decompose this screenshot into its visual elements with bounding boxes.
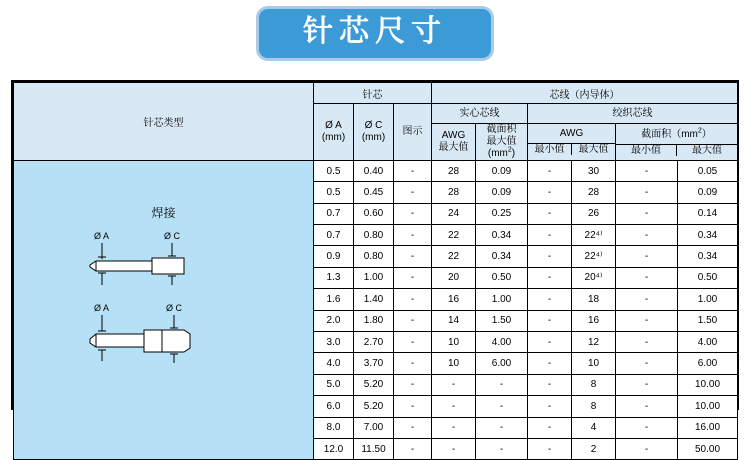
table-row bbox=[14, 160, 738, 181]
cell-stranded-area-min: - bbox=[616, 310, 678, 331]
header-core-wire: 芯线（内导体） bbox=[432, 83, 738, 104]
cell-dia-c: 5.20 bbox=[354, 374, 394, 395]
cell-solid-area: 0.34 bbox=[476, 246, 528, 267]
cell-stranded-area-max: 0.34 bbox=[678, 225, 738, 246]
cell-stranded-awg-min: - bbox=[528, 289, 572, 310]
cell-solid-area: 1.50 bbox=[476, 310, 528, 331]
cell-solid-awg: 10 bbox=[432, 331, 476, 352]
cell-stranded-awg-max: 12 bbox=[572, 331, 616, 352]
cell-dia-a: 5.0 bbox=[314, 374, 354, 395]
cell-stranded-area-max: 6.00 bbox=[678, 353, 738, 374]
cell-stranded-awg-min: - bbox=[528, 160, 572, 181]
cell-solid-awg: - bbox=[432, 417, 476, 438]
cell-stranded-area-min: - bbox=[616, 353, 678, 374]
cell-stranded-awg-max: 4 bbox=[572, 417, 616, 438]
label-dia-c-bottom: Ø C bbox=[165, 302, 182, 313]
cell-stranded-area-max: 50.00 bbox=[678, 438, 738, 459]
cell-solid-area: 0.09 bbox=[476, 182, 528, 203]
cell-solid-awg: 28 bbox=[432, 160, 476, 181]
cell-stranded-awg-max: 18 bbox=[572, 289, 616, 310]
cell-stranded-area-min: - bbox=[616, 374, 678, 395]
label-dia-a-bottom: Ø A bbox=[93, 302, 109, 313]
header-pin-core: 针芯 bbox=[314, 83, 432, 104]
header-awg-stranded-max: 最大值 bbox=[578, 143, 609, 155]
header-dia-c bbox=[354, 104, 394, 161]
header-awg-stranded-min: 最小值 bbox=[528, 144, 572, 156]
spec-table-frame bbox=[11, 80, 739, 455]
pin-diagram-svg bbox=[34, 227, 294, 407]
cell-dia-c: 0.80 bbox=[354, 246, 394, 267]
cell-solid-area: 0.50 bbox=[476, 267, 528, 288]
cell-stranded-area-min: - bbox=[616, 246, 678, 267]
cell-diagram: - bbox=[394, 353, 432, 374]
pin-type-panel bbox=[14, 160, 314, 459]
page-title: 针芯尺寸 bbox=[256, 6, 494, 61]
header-area-stranded bbox=[616, 124, 738, 161]
header-solid-core: 实心芯线 bbox=[432, 104, 528, 124]
cell-diagram: - bbox=[394, 417, 432, 438]
label-dia-c-top: Ø C bbox=[163, 230, 180, 241]
header-dia-a-unit: (mm) bbox=[321, 131, 346, 143]
cell-solid-awg: 22 bbox=[432, 225, 476, 246]
cell-stranded-area-min: - bbox=[616, 160, 678, 181]
cell-stranded-area-max: 4.00 bbox=[678, 331, 738, 352]
pin-diagram bbox=[14, 227, 313, 427]
cell-diagram: - bbox=[394, 289, 432, 310]
cell-dia-c: 0.80 bbox=[354, 225, 394, 246]
cell-solid-awg: 24 bbox=[432, 203, 476, 224]
cell-dia-a: 0.7 bbox=[314, 225, 354, 246]
cell-stranded-area-max: 1.50 bbox=[678, 310, 738, 331]
cell-dia-a: 2.0 bbox=[314, 310, 354, 331]
cell-stranded-area-max: 16.00 bbox=[678, 417, 738, 438]
header-pin-type: 针芯类型 bbox=[14, 83, 314, 161]
cell-dia-a: 0.5 bbox=[314, 182, 354, 203]
cell-solid-awg: 16 bbox=[432, 289, 476, 310]
cell-stranded-awg-min: - bbox=[528, 417, 572, 438]
cell-dia-c: 3.70 bbox=[354, 353, 394, 374]
header-dia-a bbox=[314, 104, 354, 161]
cell-solid-area: 1.00 bbox=[476, 289, 528, 310]
header-dia-a-text: Ø A bbox=[325, 120, 342, 132]
header-awg-solid-sub: 最大值 bbox=[438, 141, 469, 153]
header-area-solid-sub1: 最大值 bbox=[486, 135, 517, 147]
header-area-solid-text: 截面积 bbox=[486, 124, 517, 135]
header-awg-solid bbox=[432, 124, 476, 161]
cell-solid-awg: 28 bbox=[432, 182, 476, 203]
cell-stranded-awg-min: - bbox=[528, 182, 572, 203]
cell-solid-awg: 14 bbox=[432, 310, 476, 331]
cell-solid-awg: 20 bbox=[432, 267, 476, 288]
cell-stranded-area-min: - bbox=[616, 225, 678, 246]
pin-type-label: 焊接 bbox=[151, 205, 176, 220]
cell-stranded-awg-max: 22⁴⁾ bbox=[572, 225, 616, 246]
cell-stranded-area-max: 0.05 bbox=[678, 160, 738, 181]
cell-stranded-awg-max: 8 bbox=[572, 374, 616, 395]
cell-diagram: - bbox=[394, 310, 432, 331]
cell-stranded-awg-min: - bbox=[528, 310, 572, 331]
header-area-stranded-max: 最大值 bbox=[692, 144, 723, 156]
cell-stranded-awg-min: - bbox=[528, 331, 572, 352]
cell-dia-c: 0.45 bbox=[354, 182, 394, 203]
cell-dia-a: 6.0 bbox=[314, 396, 354, 417]
cell-diagram: - bbox=[394, 225, 432, 246]
header-awg-stranded bbox=[528, 124, 616, 161]
cell-dia-c: 1.40 bbox=[354, 289, 394, 310]
header-stranded-core: 绞织芯线 bbox=[528, 104, 738, 124]
cell-stranded-awg-min: - bbox=[528, 267, 572, 288]
cell-dia-a: 3.0 bbox=[314, 331, 354, 352]
cell-stranded-area-min: - bbox=[616, 182, 678, 203]
cell-dia-c: 0.40 bbox=[354, 160, 394, 181]
cell-solid-area: - bbox=[476, 417, 528, 438]
cell-dia-a: 4.0 bbox=[314, 353, 354, 374]
header-area-solid-sub2: $(mm^2)$ bbox=[487, 147, 516, 160]
cell-diagram: - bbox=[394, 438, 432, 459]
cell-stranded-awg-min: - bbox=[528, 374, 572, 395]
cell-solid-area: 0.09 bbox=[476, 160, 528, 181]
cell-dia-c: 7.00 bbox=[354, 417, 394, 438]
header-dia-c-text: Ø C bbox=[364, 120, 383, 132]
cell-stranded-area-max: 0.14 bbox=[678, 203, 738, 224]
cell-solid-awg: - bbox=[432, 438, 476, 459]
header-awg-solid-text: AWG bbox=[441, 130, 466, 142]
cell-solid-area: 4.00 bbox=[476, 331, 528, 352]
cell-stranded-area-min: - bbox=[616, 438, 678, 459]
header-awg-stranded-text: AWG bbox=[559, 128, 584, 140]
cell-stranded-awg-max: 30 bbox=[572, 160, 616, 181]
cell-diagram: - bbox=[394, 246, 432, 267]
cell-stranded-area-max: 0.34 bbox=[678, 246, 738, 267]
cell-stranded-area-min: - bbox=[616, 331, 678, 352]
cell-solid-area: - bbox=[476, 396, 528, 417]
cell-solid-awg: - bbox=[432, 396, 476, 417]
cell-solid-area: - bbox=[476, 438, 528, 459]
cell-stranded-area-min: - bbox=[616, 417, 678, 438]
cell-diagram: - bbox=[394, 203, 432, 224]
header-area-solid bbox=[476, 124, 528, 161]
header-diagram: 图示 bbox=[394, 104, 432, 161]
spec-table bbox=[13, 82, 738, 460]
cell-dia-a: 1.6 bbox=[314, 289, 354, 310]
cell-stranded-awg-max: 8 bbox=[572, 396, 616, 417]
cell-stranded-area-min: - bbox=[616, 203, 678, 224]
cell-diagram: - bbox=[394, 396, 432, 417]
cell-dia-c: 11.50 bbox=[354, 438, 394, 459]
cell-dia-a: 1.3 bbox=[314, 267, 354, 288]
cell-stranded-awg-max: 22⁴⁾ bbox=[572, 246, 616, 267]
cell-dia-a: 12.0 bbox=[314, 438, 354, 459]
cell-stranded-awg-min: - bbox=[528, 438, 572, 459]
cell-diagram: - bbox=[394, 331, 432, 352]
label-dia-a-top: Ø A bbox=[93, 230, 109, 241]
cell-stranded-awg-min: - bbox=[528, 353, 572, 374]
cell-solid-area: 0.34 bbox=[476, 225, 528, 246]
cell-diagram: - bbox=[394, 160, 432, 181]
cell-solid-area: - bbox=[476, 374, 528, 395]
cell-solid-awg: - bbox=[432, 374, 476, 395]
cell-stranded-awg-max: 28 bbox=[572, 182, 616, 203]
cell-solid-awg: 10 bbox=[432, 353, 476, 374]
cell-diagram: - bbox=[394, 182, 432, 203]
cell-stranded-awg-max: 26 bbox=[572, 203, 616, 224]
cell-stranded-awg-min: - bbox=[528, 246, 572, 267]
cell-stranded-awg-max: 16 bbox=[572, 310, 616, 331]
cell-dia-c: 5.20 bbox=[354, 396, 394, 417]
cell-stranded-awg-max: 20⁴⁾ bbox=[572, 267, 616, 288]
cell-dia-a: 8.0 bbox=[314, 417, 354, 438]
cell-stranded-area-min: - bbox=[616, 396, 678, 417]
header-area-stranded-min: 最小值 bbox=[616, 145, 677, 157]
cell-stranded-area-max: 10.00 bbox=[678, 374, 738, 395]
title-banner bbox=[0, 6, 750, 61]
header-dia-c-unit: (mm) bbox=[361, 131, 386, 143]
cell-dia-a: 0.5 bbox=[314, 160, 354, 181]
cell-stranded-area-max: 10.00 bbox=[678, 396, 738, 417]
cell-stranded-area-max: 0.50 bbox=[678, 267, 738, 288]
cell-diagram: - bbox=[394, 374, 432, 395]
cell-dia-c: 0.60 bbox=[354, 203, 394, 224]
cell-diagram: - bbox=[394, 267, 432, 288]
cell-stranded-awg-min: - bbox=[528, 225, 572, 246]
cell-dia-c: 1.80 bbox=[354, 310, 394, 331]
cell-stranded-awg-min: - bbox=[528, 203, 572, 224]
cell-solid-area: 0.25 bbox=[476, 203, 528, 224]
cell-dia-a: 0.7 bbox=[314, 203, 354, 224]
cell-dia-a: 0.9 bbox=[314, 246, 354, 267]
cell-stranded-area-max: 0.09 bbox=[678, 182, 738, 203]
cell-stranded-area-min: - bbox=[616, 289, 678, 310]
header-row-1 bbox=[14, 83, 738, 104]
cell-stranded-awg-max: 2 bbox=[572, 438, 616, 459]
cell-dia-c: 1.00 bbox=[354, 267, 394, 288]
cell-solid-awg: 22 bbox=[432, 246, 476, 267]
cell-stranded-area-min: - bbox=[616, 267, 678, 288]
header-area-stranded-text: 截面积$(mm^2)$ bbox=[641, 127, 712, 141]
cell-stranded-awg-max: 10 bbox=[572, 353, 616, 374]
cell-stranded-area-max: 1.00 bbox=[678, 289, 738, 310]
cell-stranded-awg-min: - bbox=[528, 396, 572, 417]
cell-dia-c: 2.70 bbox=[354, 331, 394, 352]
cell-solid-area: 6.00 bbox=[476, 353, 528, 374]
